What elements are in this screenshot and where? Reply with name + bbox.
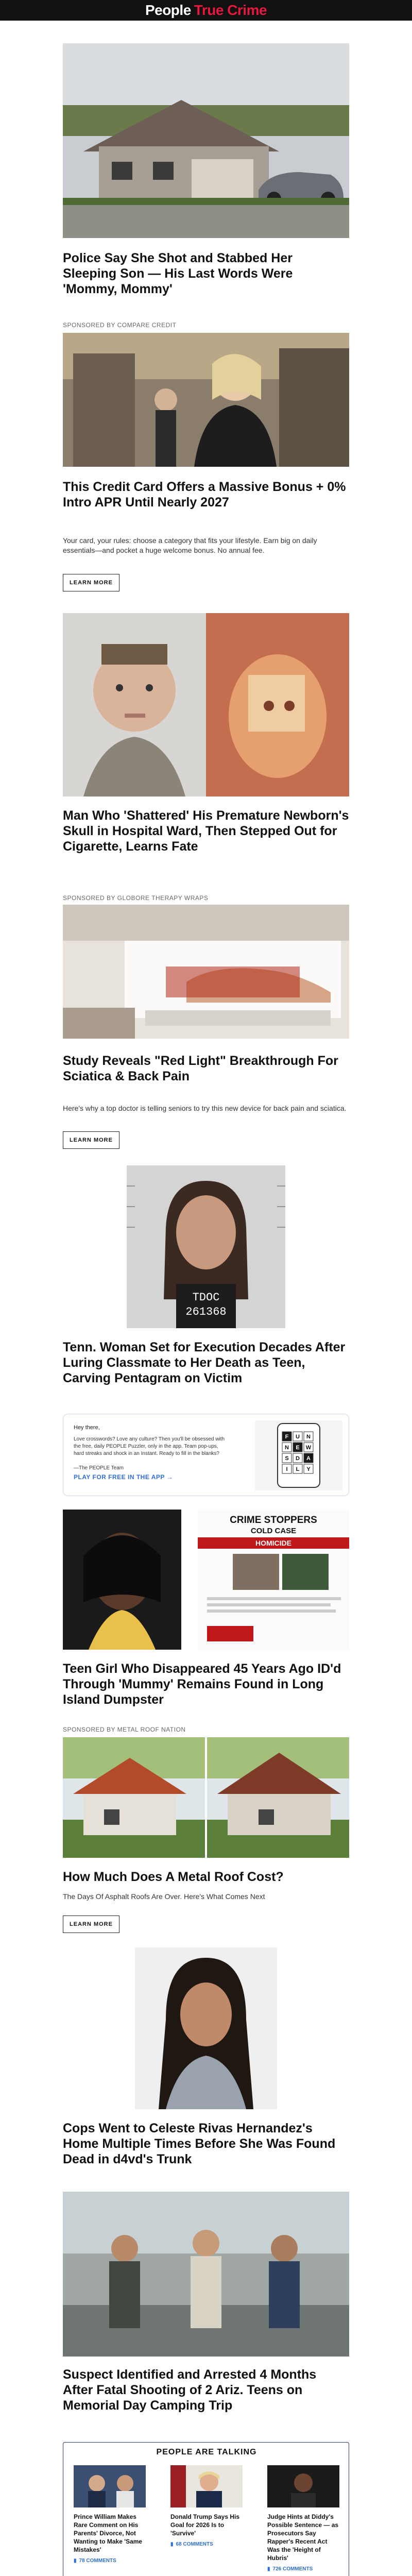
ad-image-red-light-therapy[interactable] (63, 905, 349, 1039)
puzzle-tile-letter: L (296, 1466, 300, 1472)
puzzle-tile-letter: N (285, 1445, 289, 1451)
brand-true-crime: True Crime (194, 2, 267, 18)
poster-title-line2: COLD CASE (250, 1527, 297, 1535)
talking-headline[interactable]: Judge Hints at Diddy's Possible Sentence — as Prosecutors Say Rapper's Recent Act Was the 'Height of Hubris' (267, 2513, 339, 2562)
talking-image[interactable] (267, 2465, 339, 2507)
comment-count[interactable] (74, 2558, 146, 2564)
poster-band: HOMICIDE (255, 1539, 291, 1547)
story-headline[interactable]: Cops Went to Celeste Rivas Hernandez's Home Multiple Times Before She Was Found Dead in d4vd's Trunk (63, 2121, 336, 2166)
story-headline[interactable]: Man Who 'Shattered' His Premature Newborn's Skull in Hospital Ward, Then Stepped Out for Cigarette, Learns Fate (63, 808, 349, 854)
story-headline[interactable]: Tenn. Woman Set for Execution Decades After Luring Classmate to Her Death as Teen, Carving Pentagram on Victim (63, 1340, 346, 1385)
talking-headline[interactable]: Donald Trump Says His Goal for 2026 Is to 'Survive' (170, 2513, 240, 2537)
promo-greeting: Hey there, (74, 1425, 100, 1431)
story-headline[interactable]: Police Say She Shot and Stabbed Her Sleeping Son — His Last Words Were 'Mommy, Mommy' (63, 251, 293, 296)
ad-headline[interactable]: Study Reveals "Red Light" Breakthrough For Sciatica & Back Pain (63, 1054, 338, 1083)
sponsor-label: SPONSORED BY GLOBORE THERAPY WRAPS (63, 894, 209, 902)
poster-title-line1: CRIME STOPPERS (230, 1515, 317, 1526)
newsletter-header[interactable] (0, 0, 412, 21)
talking-headline[interactable]: Prince William Makes Rare Comment on His Parents' Divorce, Not Wanting to Make 'Same Mistakes' (74, 2513, 143, 2553)
puzzle-tile-letter: S (285, 1455, 289, 1462)
comment-count[interactable] (267, 2566, 339, 2572)
ad-image-metal-roof[interactable] (63, 1737, 349, 1858)
puzzle-tile-letter: A (306, 1455, 311, 1462)
play-in-app-link[interactable]: PLAY FOR FREE IN THE APP → (74, 1473, 174, 1481)
puzzle-tile-letter: N (306, 1434, 311, 1440)
talking-item[interactable] (170, 2465, 243, 2547)
comment-count-text: 78 COMMENTS (79, 2558, 116, 2564)
story-image-arrest[interactable] (63, 2192, 349, 2357)
talking-title: PEOPLE ARE TALKING (156, 2448, 257, 2456)
ad-blurb: The Days Of Asphalt Roofs Are Over. Here's What Comes Next (63, 1892, 265, 1901)
story-image-cold-case[interactable] (63, 1510, 349, 1650)
talking-image[interactable] (74, 2465, 146, 2507)
ad-headline[interactable]: This Credit Card Offers a Massive Bonus + 0% Intro APR Until Nearly 2027 (63, 480, 346, 510)
story-headline[interactable]: Suspect Identified and Arrested 4 Months After Fatal Shooting of 2 Ariz. Teens on Memorial Day Camping Trip (63, 2367, 317, 2413)
story-headline[interactable]: Teen Girl Who Disappeared 45 Years Ago ID'd Through 'Mummy' Remains Found in Long Island Dumpster (63, 1662, 341, 1707)
photo-sign-line1: TDOC (192, 1291, 220, 1304)
puzzle-tile-letter: W (305, 1445, 312, 1451)
puzzler-thumbnail[interactable] (255, 1420, 342, 1490)
ad-blurb: Your card, your rules: choose a category that fits your lifestyle. Earn big on daily essentials—and pocket a huge welcome bonus. No annual fee. (63, 536, 317, 554)
story-image-portrait[interactable] (63, 1947, 349, 2109)
talking-item[interactable] (74, 2465, 146, 2564)
photo-sign-line2: 261368 (185, 1306, 227, 1318)
comment-icon: ▮ (170, 2541, 174, 2547)
talking-item[interactable] (267, 2465, 339, 2572)
sponsor-label: SPONSORED BY METAL ROOF NATION (63, 1726, 186, 1733)
story-image-house[interactable] (63, 43, 349, 238)
talking-image[interactable] (170, 2465, 243, 2507)
puzzle-tile-letter: F (285, 1434, 289, 1440)
puzzler-promo-card[interactable] (63, 1414, 349, 1496)
promo-text (74, 1436, 228, 1472)
comment-count-text: 68 COMMENTS (176, 2541, 213, 2547)
story-image-mugshot-tdoc[interactable] (63, 1165, 349, 1328)
promo-signoff: —The PEOPLE Team (74, 1465, 124, 1471)
ad-blurb: Here's why a top doctor is telling seniors to try this new device for back pain and sciatica. (63, 1104, 347, 1112)
ad-headline[interactable]: How Much Does A Metal Roof Cost? (63, 1870, 284, 1884)
learn-more-button[interactable]: LEARN MORE (63, 1131, 119, 1149)
puzzle-tile-letter: U (296, 1434, 300, 1440)
brand-people: People (145, 2, 191, 18)
learn-more-button[interactable]: LEARN MORE (63, 1916, 119, 1933)
comment-icon: ▮ (267, 2566, 270, 2572)
promo-body: Love crosswords? Love any culture? Then you'll be obsessed with the free, daily PEOPLE Puzzler, only in the app. Team pop-ups, hard streaks and shock in an Instant. Ready to fill in the blanks? (74, 1436, 225, 1456)
comment-count[interactable] (170, 2541, 243, 2547)
comment-count-text: 726 COMMENTS (272, 2566, 313, 2572)
puzzle-tile-letter: Y (306, 1466, 311, 1472)
people-are-talking (63, 2442, 349, 2576)
sponsor-label: SPONSORED BY COMPARE CREDIT (63, 321, 177, 329)
story-image-mugshot-newborn[interactable] (63, 613, 349, 796)
puzzle-tile-letter: E (296, 1445, 300, 1451)
ad-image-credit-card[interactable] (63, 333, 349, 467)
brand-logo[interactable] (145, 2, 267, 19)
puzzle-tile-letter: I (286, 1466, 288, 1472)
comment-icon: ▮ (74, 2558, 77, 2564)
learn-more-button[interactable]: LEARN MORE (63, 574, 119, 591)
puzzle-tile-letter: D (296, 1455, 300, 1462)
